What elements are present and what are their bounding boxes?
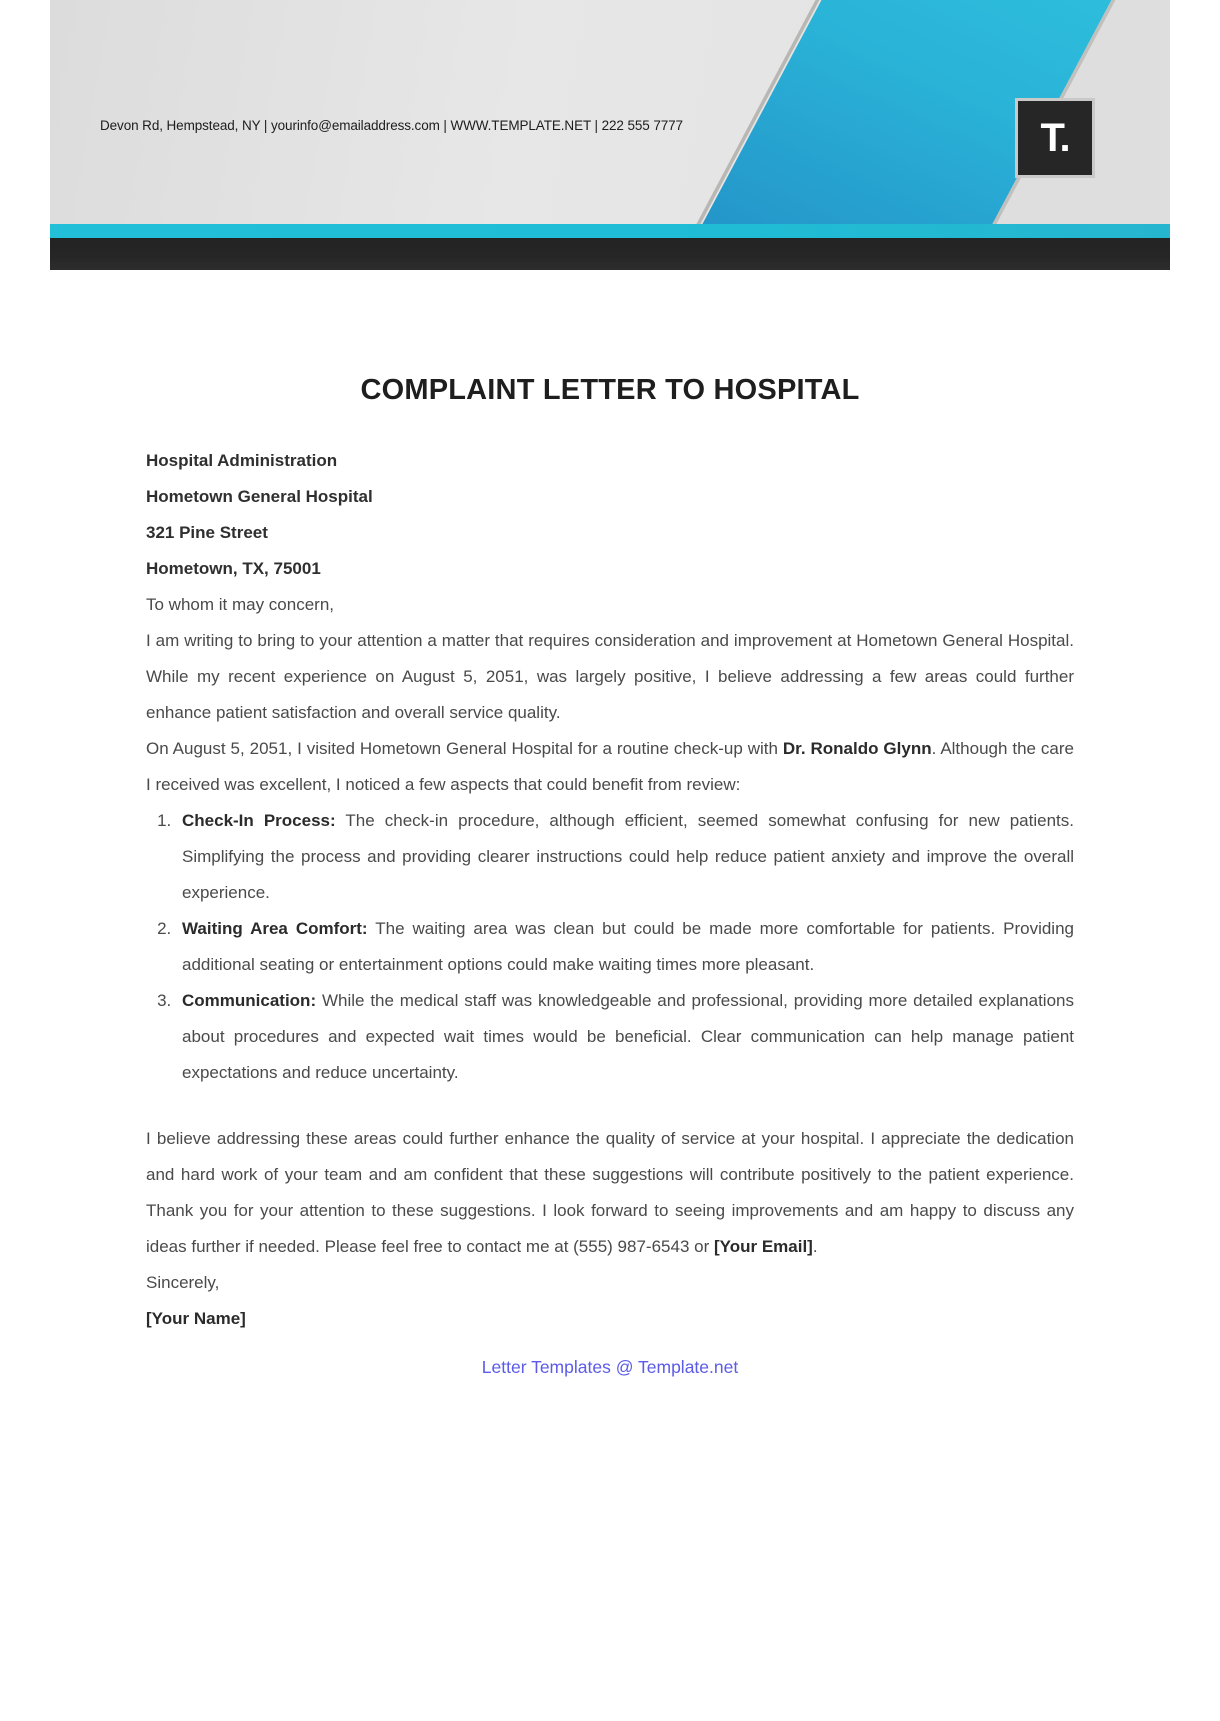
closing-salutation: Sincerely, xyxy=(146,1273,220,1292)
issue-heading: Waiting Area Comfort: xyxy=(182,919,368,938)
issue-text: The check-in procedure, although efficient, seemed somewhat confusing for new patients. Simplifying the process and providing clearer instructions could help reduce patient anxiety and improve the overall experience. xyxy=(182,811,1074,902)
paragraph-visit-details xyxy=(146,731,1074,803)
email-placeholder: [Your Email] xyxy=(713,1237,813,1256)
issue-heading: Check-In Process: xyxy=(182,811,336,830)
contact-info-line: Devon Rd, Hempstead, NY | yourinfo@emailaddress.com | WWW.TEMPLATE.NET | 222 555 7777 xyxy=(100,118,683,133)
recipient-line: Hometown General Hospital xyxy=(146,487,373,506)
paragraph-opening: I am writing to bring to your attention a matter that requires consideration and improvement at Hometown General Hospital. While my recent experience on August 5, 2051, was largely positive, I believe addressing a few areas could further enhance patient satisfaction and overall service quality. xyxy=(146,631,1074,722)
recipient-line: Hometown, TX, 75001 xyxy=(146,559,321,578)
list-item xyxy=(176,911,1074,983)
list-item xyxy=(176,983,1074,1091)
list-item xyxy=(176,803,1074,911)
closing-text-before-email: I believe addressing these areas could further enhance the quality of service at your hospital. I appreciate the dedication and hard work of your team and am confident that these suggestions will contribute positively to the patient experience. Thank you for your attention to these suggestions. I look forward to seeing improvements and am happy to discuss any ideas further if needed. Please feel free to contact me at (555) 987-6543 or xyxy=(146,1129,1074,1256)
issue-text: While the medical staff was knowledgeable and professional, providing more detailed explanations about procedures and expected wait times would be beneficial. Clear communication can help manage patient expectations and reduce uncertainty. xyxy=(182,991,1074,1082)
paragraph-spacer xyxy=(146,1091,1074,1121)
footer-template-link[interactable]: Letter Templates @ Template.net xyxy=(481,1357,739,1377)
letter-body xyxy=(50,374,1170,1378)
issues-list xyxy=(146,803,1074,1091)
document-page xyxy=(50,0,1170,1721)
visit-text-after-doctor: . Although the care I received was excellent, I noticed a few aspects that could benefit from review: xyxy=(146,739,1074,794)
paragraph-closing xyxy=(146,1121,1074,1265)
closing-text-after-email: . xyxy=(812,1237,818,1256)
template-logo xyxy=(1015,98,1095,178)
doctor-name: Dr. Ronaldo Glynn xyxy=(782,739,932,758)
recipient-line: 321 Pine Street xyxy=(146,523,268,542)
salutation: To whom it may concern, xyxy=(146,595,335,614)
letterhead-banner xyxy=(50,0,1170,270)
issue-text: The waiting area was clean but could be made more comfortable for patients. Providing additional seating or entertainment options could make waiting times more pleasant. xyxy=(182,919,1074,974)
signature-name-placeholder: [Your Name] xyxy=(146,1309,246,1328)
recipient-address-block xyxy=(146,443,1074,587)
recipient-line: Hospital Administration xyxy=(146,451,338,470)
visit-text-before-doctor: On August 5, 2051, I visited Hometown General Hospital for a routine check-up with xyxy=(146,739,783,758)
page-title: COMPLAINT LETTER TO HOSPITAL xyxy=(360,374,860,406)
logo-letter-t-icon: T. xyxy=(1040,116,1070,160)
letterhead-dark-stripe xyxy=(50,238,1170,270)
issue-heading: Communication: xyxy=(182,991,317,1010)
letterhead-cyan-stripe xyxy=(50,224,1170,238)
